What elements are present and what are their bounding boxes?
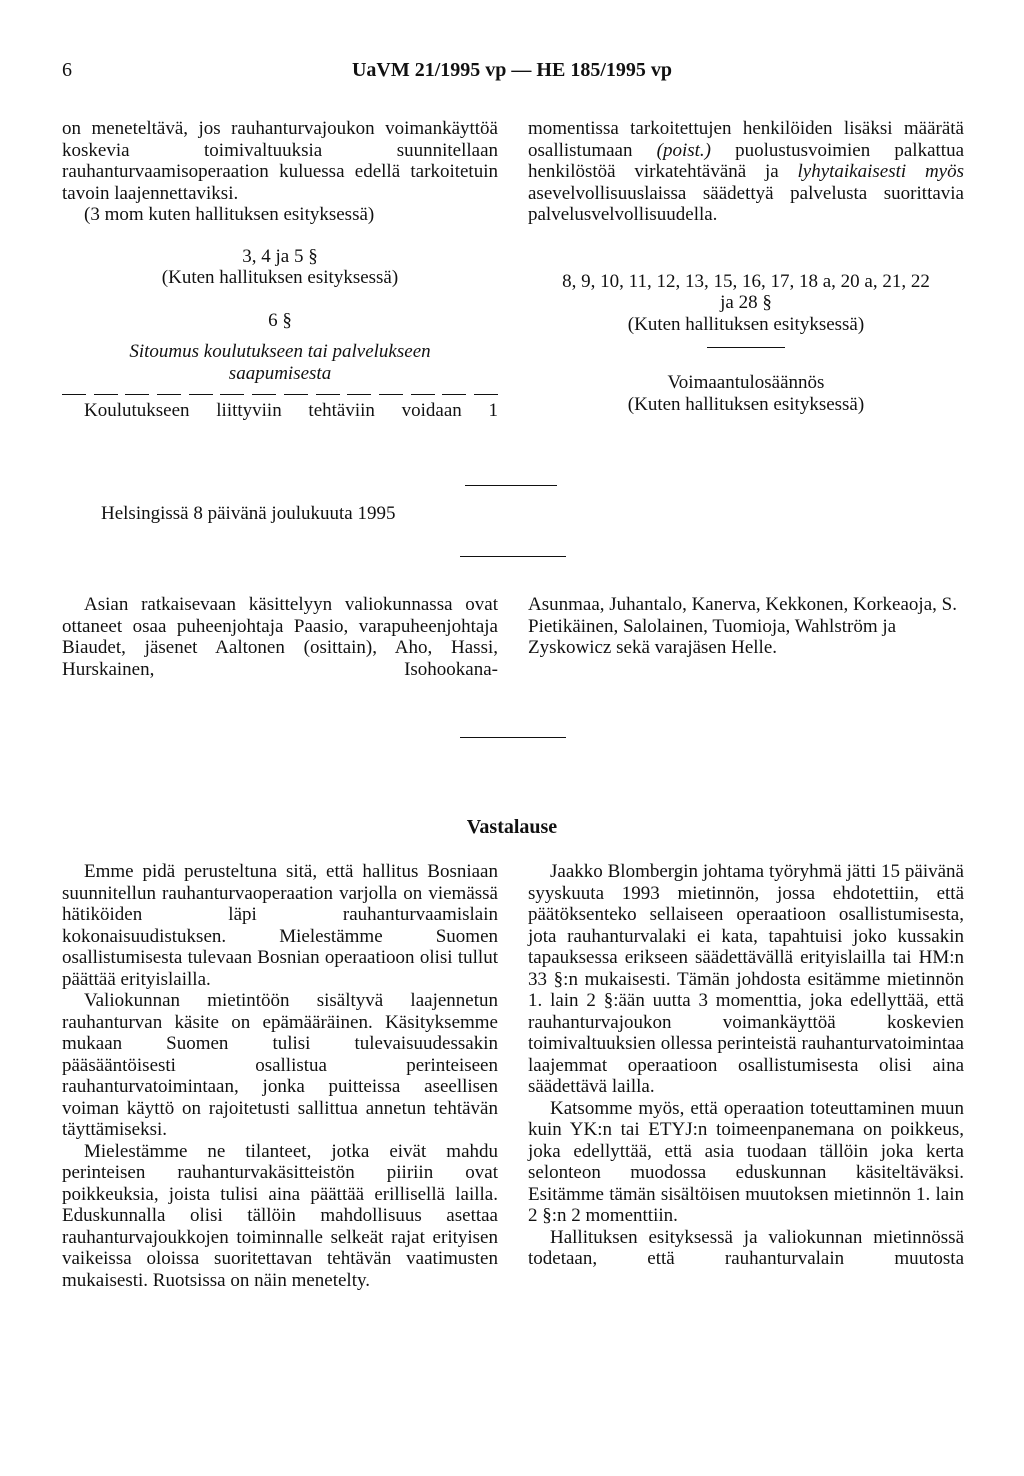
omission-dashes xyxy=(62,394,498,395)
section-heading: 3, 4 ja 5 § xyxy=(242,245,318,267)
paragraph: Hallituksen esityksessä ja valiokunnan mietinnössä todetaan, että rauhanturvalain muutosta xyxy=(528,1226,964,1269)
section-heading: ja 28 § xyxy=(720,292,772,313)
section-body: (Kuten hallituksen esityksessä) xyxy=(161,267,399,288)
place-date: Helsingissä 8 päivänä joulukuuta 1995 xyxy=(101,503,396,524)
section-heading: 8, 9, 10, 11, 12, 13, 15, 16, 17, 18 a, 20 a, 21, 22 xyxy=(562,270,930,292)
short-rule xyxy=(707,347,785,348)
paragraph: Asunmaa, Juhantalo, Kanerva, Kekkonen, Korkeaoja, S. Pietikäinen, Salolainen, Tuomioja, Wahlström ja Zyskowicz sekä varajäsen Helle. xyxy=(528,594,957,658)
section-heading: 6 § xyxy=(268,309,292,331)
running-header: UaVM 21/1995 vp — HE 185/1995 vp xyxy=(351,59,673,81)
paragraph: Valiokunnan mietintöön sisältyvä laajennetun rauhanturvan käsite on epämääräinen. Käsityksemme mukaan Suomen tulisi tulevaisuudessakin pääsääntöisesti osallistua perinteiseen rauhanturvatoimintaan, jonka puitteissa aseellisen voiman käyttö on rajoitetusti sallittua annetun tehtävän täyttämiseksi. xyxy=(62,990,498,1140)
paragraph: Mielestämme ne tilanteet, jotka eivät mahdu perinteisen rauhanturvakäsitteistön piiriin ovat poikkeuksia, joista tulisi aina päättää erillisellä lailla. Eduskunnalla olisi tällöin mahdollisuus asettaa rauhanturvajoukkojen toiminnalle selkeät rajat erityisen vaikeissa oloissa suoritettavan tehtävän vaatimusten mukaisesti. Ruotsissa on näin menetelty. xyxy=(62,1140,498,1291)
paragraph: Jaakko Blombergin johtama työryhmä jätti 15 päivänä syyskuuta 1993 mietinnön, jossa ehdotettiin, että päätöksenteko sellaiseen operaatioon osallistumisesta, jota rauhanturvalaki ei kata, tapahtuisi joko kussakin tapauksessa erikseen säädettävällä erityislailla tai HM:n 33 §:n mukaisesti. Tämän johdosta esitämme mietinnön 1. lain 2 §:ään uutta 3 momenttia, joka edellyttää, että rauhanturvajoukon voimankäyttöä koskevien toimivaltuuksien ollessa perinteistä rauhanturvatoimintaa laajemmat operaatioon osallistumisesta olisi aina säädettävä lailla. xyxy=(528,861,964,1097)
upper-left-column xyxy=(62,118,498,422)
text-run-italic: lyhytaikaisesti myös xyxy=(797,161,965,182)
participants-right xyxy=(528,594,964,659)
text-run: puolustusvoimien palkattua henkilöstöä virkatehtävänä ja xyxy=(528,139,964,182)
paragraph: on meneteltävä, jos rauhanturvajoukon voimankäyttöä koskevia toimivaltuuksia suunnitellaan rauhanturvaamisoperaation kuluessa edellä tarkoitetuin tavoin laajennettaviksi. xyxy=(62,118,498,204)
paragraph: Asian ratkaisevaan käsittelyyn valiokunnassa ovat ottaneet osaa puheenjohtaja Paasio, varapuheenjohtaja Biaudet, jäsenet Aaltonen (osittain), Aho, Hassi, Hurskainen, Isohookana- xyxy=(62,594,498,680)
separator-rule xyxy=(460,737,566,738)
text-run-italic: (poist.) xyxy=(656,139,711,161)
paragraph xyxy=(528,118,964,226)
section-body: (Kuten hallituksen esityksessä) xyxy=(627,393,865,415)
page-number: 6 xyxy=(62,59,72,81)
paragraph: Katsomme myös, että operaation toteuttaminen muun kuin YK:n tai ETYJ:n toimeenpanemana on poikkeus, joka edellyttää, että asia tuodaan tällöin joka kerta selonteon muodossa eduskunnan käsiteltäväksi. Esitämme tämän sisältöisen muutoksen mietinnön 1. lain 2 §:n 2 momenttiin. xyxy=(528,1097,964,1226)
text-run: momentissa tarkoitettujen henkilöiden lisäksi määrätä osallistumaan xyxy=(528,118,964,161)
section-body: (Kuten hallituksen esityksessä) xyxy=(627,313,865,335)
dissent-heading: Vastalause xyxy=(466,816,558,838)
separator-rule xyxy=(460,556,566,557)
section-title: Sitoumus koulutukseen tai palvelukseen saapumisesta xyxy=(129,341,431,384)
separator-rule xyxy=(465,485,557,486)
section-heading: Voimaantulosäännös xyxy=(667,372,825,393)
paragraph: Koulutukseen liittyviin tehtäviin voidaan 1 xyxy=(84,400,498,421)
paragraph: (3 mom kuten hallituksen esityksessä) xyxy=(84,204,375,225)
upper-right-column xyxy=(528,118,964,415)
paragraph: Emme pidä perusteltuna sitä, että hallitus Bosniaan suunnitellun rauhanturvaoperaation varjolla on viemässä hätiköiden läpi rauhanturvaamislain kokonaisuudistuksen. Mielestämme Suomen osallistumisesta tulevaan Bosnian operaatioon olisi tullut päättää erityislailla. xyxy=(62,861,498,990)
dissent-right-column xyxy=(528,861,964,1270)
participants-left xyxy=(62,594,498,680)
text-run: asevelvollisuuslaissa säädettyä palvelusta suorittavia palvelusvelvollisuudella. xyxy=(528,182,964,225)
dissent-left-column xyxy=(62,861,498,1291)
